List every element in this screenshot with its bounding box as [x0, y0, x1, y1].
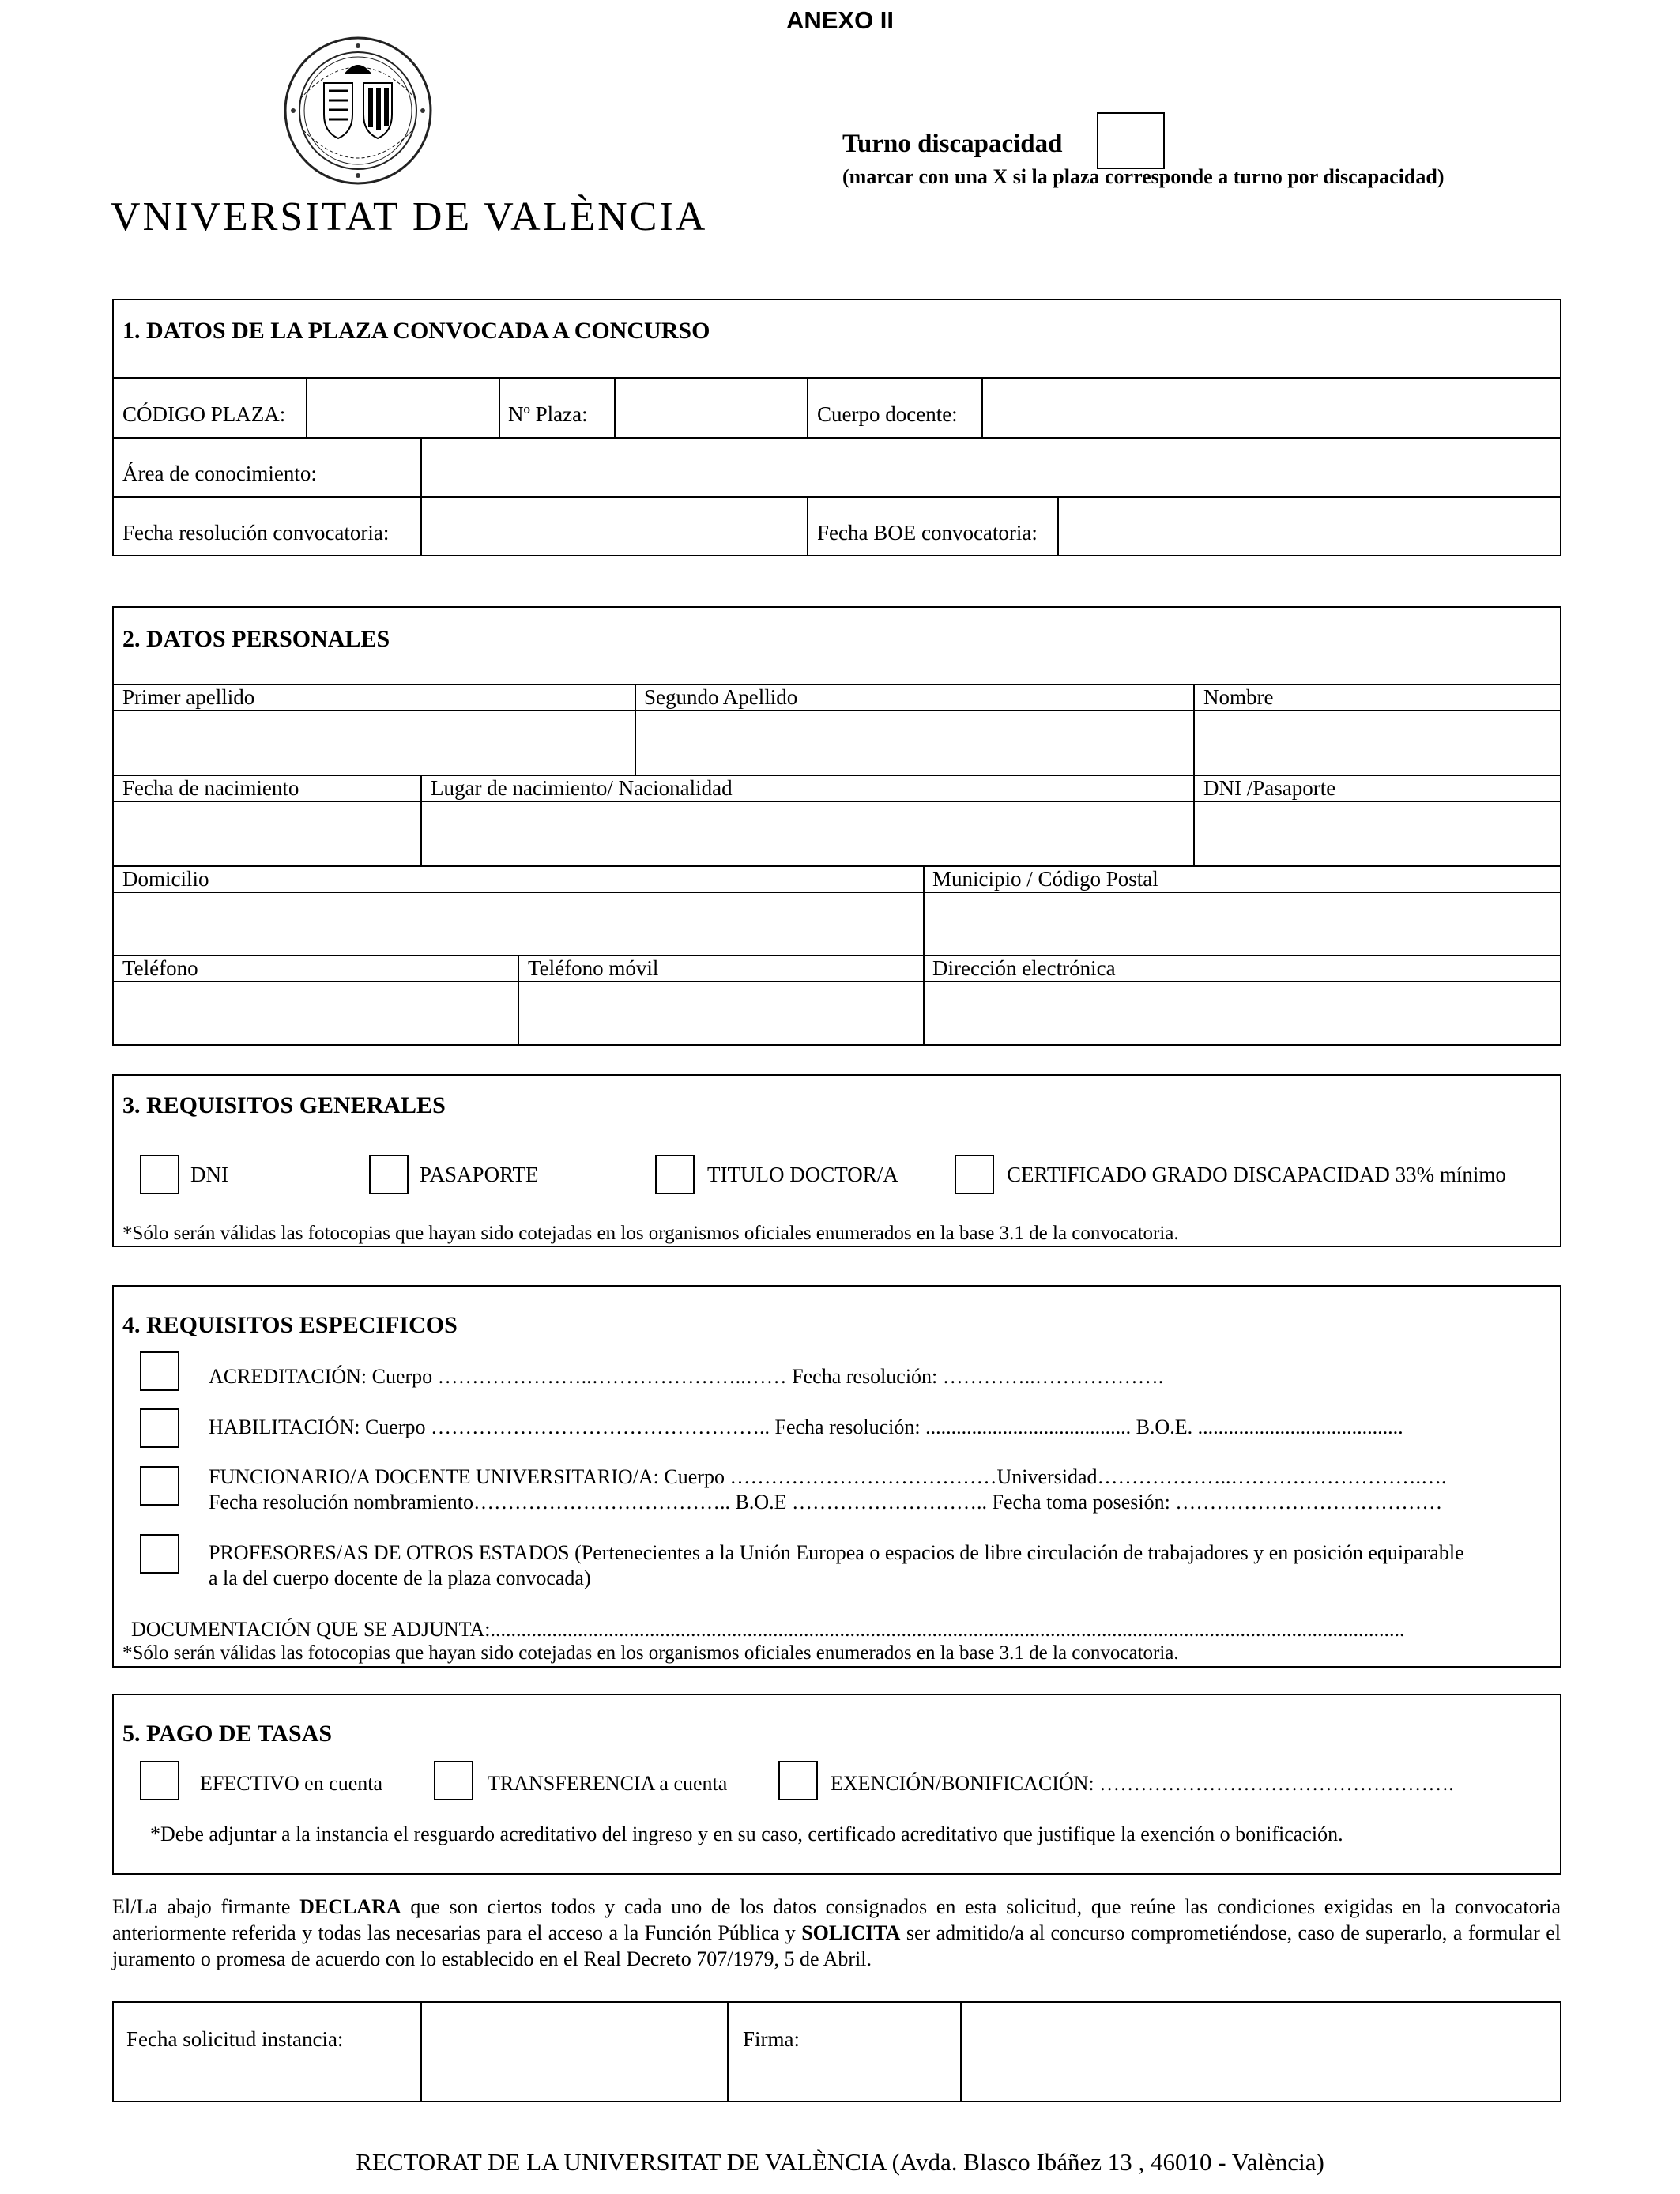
funcionario-text-2: Fecha resolución nombramiento……………………………….. B.O.E ……………………….. Fecha toma posesión: …………………………………: [209, 1491, 1443, 1514]
direccion-field[interactable]: [925, 982, 1560, 1044]
pasaporte-option-label: PASAPORTE: [420, 1163, 539, 1186]
area-field[interactable]: [422, 439, 1560, 495]
fecha-resolucion-label: Fecha resolución convocatoria:: [122, 521, 390, 545]
section-2-title: 2. DATOS PERSONALES: [122, 626, 390, 652]
codigo-plaza-field[interactable]: [307, 379, 497, 435]
section-5-title: 5. PAGO DE TASAS: [122, 1721, 333, 1747]
declaration-paragraph: El/La abajo firmante DECLARA que son ciertos todos y cada uno de los datos consignados en esta solicitud, que reúne las condiciones exigidas en la convocatoria anteriormente referida y todas las necesarias para el acceso a la Función Pública y SOLICITA ser admitido/a al concurso comprometiéndose, caso de superarlo, a formular el juramento o promesa de acuerdo con lo establecido en el Real Decreto 707/1979, 5 de Abril.: [112, 1895, 1561, 1970]
section-1-title: 1. DATOS DE LA PLAZA CONVOCADA A CONCURSO: [122, 318, 710, 344]
telefono-field[interactable]: [114, 982, 516, 1044]
turno-label: Turno discapacidad: [842, 130, 1063, 158]
habilitacion-text: HABILITACIÓN: Cuerpo ………………………………………….. Fecha resolución: ........................................ B.O.E. ........................................: [209, 1416, 1403, 1438]
nombre-label: Nombre: [1203, 685, 1274, 709]
lugar-nacimiento-label: Lugar de nacimiento/ Nacionalidad: [431, 776, 733, 800]
turno-checkbox[interactable]: [1097, 112, 1165, 169]
university-seal-icon: [111, 36, 601, 194]
codigo-plaza-label: CÓDIGO PLAZA:: [122, 402, 286, 426]
lugar-nacimiento-field[interactable]: [422, 802, 1192, 864]
segundo-apellido-label: Segundo Apellido: [644, 685, 798, 709]
solicita-keyword: SOLICITA: [801, 1921, 901, 1944]
annex-title: ANEXO II: [785, 6, 895, 34]
funcionario-checkbox[interactable]: [140, 1466, 179, 1506]
fecha-nacimiento-label: Fecha de nacimiento: [122, 776, 299, 800]
telefono-label: Teléfono: [122, 956, 198, 980]
exencion-checkbox[interactable]: [778, 1761, 818, 1800]
primer-apellido-field[interactable]: [114, 711, 633, 773]
domicilio-label: Domicilio: [122, 867, 209, 891]
n-plaza-label: Nº Plaza:: [508, 402, 588, 426]
transferencia-checkbox[interactable]: [434, 1761, 473, 1800]
direccion-label: Dirección electrónica: [932, 956, 1116, 980]
municipio-field[interactable]: [925, 893, 1560, 953]
nombre-field[interactable]: [1195, 711, 1560, 773]
efectivo-checkbox[interactable]: [140, 1761, 179, 1800]
section-3-note: *Sólo serán válidas las fotocopias que hayan sido cotejadas en los organismos oficiales enumerados en la base 3.1 de la convocatoria.: [122, 1223, 1179, 1244]
fecha-boe-field[interactable]: [1059, 498, 1560, 555]
profesores-text-1: PROFESORES/AS DE OTROS ESTADOS (Pertenecientes a la Unión Europea o espacios de libre circulación de trabajadores y en posición equiparable: [209, 1541, 1464, 1564]
section-3-title: 3. REQUISITOS GENERALES: [122, 1092, 446, 1118]
acreditacion-checkbox[interactable]: [140, 1351, 179, 1391]
area-label: Área de conocimiento:: [122, 462, 317, 485]
fecha-solicitud-label: Fecha solicitud instancia:: [126, 2027, 344, 2051]
titulo-doctor-option-label: TITULO DOCTOR/A: [707, 1163, 898, 1186]
declara-keyword: DECLARA: [299, 1895, 401, 1918]
university-name: VNIVERSITAT DE VALÈNCIA: [111, 194, 708, 239]
documentacion-text: DOCUMENTACIÓN QUE SE ADJUNTA:..................................................................................................................................................................................: [131, 1618, 1405, 1641]
firma-field[interactable]: [962, 2003, 1560, 2101]
firma-label: Firma:: [743, 2027, 800, 2051]
section-4-title: 4. REQUISITOS ESPECIFICOS: [122, 1312, 458, 1338]
domicilio-field[interactable]: [114, 893, 921, 953]
exencion-label: EXENCIÓN/BONIFICACIÓN: …………………………………………….: [831, 1772, 1454, 1795]
certificado-checkbox[interactable]: [955, 1155, 994, 1194]
certificado-option-label: CERTIFICADO GRADO DISCAPACIDAD 33% mínimo: [1007, 1163, 1506, 1186]
fecha-boe-label: Fecha BOE convocatoria:: [817, 521, 1038, 545]
titulo-doctor-checkbox[interactable]: [655, 1155, 695, 1194]
telefono-movil-field[interactable]: [519, 982, 921, 1044]
turno-note: (marcar con una X si la plaza corresponde a turno por discapacidad): [842, 165, 1445, 188]
dni-checkbox[interactable]: [140, 1155, 179, 1194]
section-5-note: *Debe adjuntar a la instancia el resguardo acreditativo del ingreso y en su caso, certificado acreditativo que justifique la exención o bonificación.: [150, 1823, 1343, 1845]
university-logo: [111, 36, 708, 241]
cuerpo-docente-label: Cuerpo docente:: [817, 402, 958, 426]
dni-label: DNI /Pasaporte: [1203, 776, 1336, 800]
dni-option-label: DNI: [190, 1163, 228, 1186]
pasaporte-checkbox[interactable]: [369, 1155, 409, 1194]
efectivo-label: EFECTIVO en cuenta: [200, 1772, 383, 1795]
section-4-note: *Sólo serán válidas las fotocopias que hayan sido cotejadas en los organismos oficiales enumerados en la base 3.1 de la convocatoria.: [122, 1642, 1179, 1664]
municipio-label: Municipio / Código Postal: [932, 867, 1158, 891]
acreditacion-text: ACREDITACIÓN: Cuerpo …………………..…………………..…… Fecha resolución: …………..……………….: [209, 1365, 1164, 1388]
dni-field[interactable]: [1195, 802, 1560, 864]
n-plaza-field[interactable]: [616, 379, 805, 435]
transferencia-label: TRANSFERENCIA a cuenta: [488, 1772, 728, 1795]
fecha-nacimiento-field[interactable]: [114, 802, 419, 864]
profesores-text-2: a la del cuerpo docente de la plaza convocada): [209, 1566, 591, 1589]
cuerpo-docente-field[interactable]: [983, 379, 1560, 435]
footer-address: RECTORAT DE LA UNIVERSITAT DE VALÈNCIA (Avda. Blasco Ibáñez 13 , 46010 - València): [356, 2148, 1324, 2176]
fecha-resolucion-field[interactable]: [422, 498, 805, 555]
segundo-apellido-field[interactable]: [636, 711, 1192, 773]
primer-apellido-label: Primer apellido: [122, 685, 255, 709]
funcionario-text-1: FUNCIONARIO/A DOCENTE UNIVERSITARIO/A: Cuerpo …………………………………Universidad………………..……………………….….: [209, 1465, 1447, 1488]
profesores-checkbox[interactable]: [140, 1534, 179, 1574]
telefono-movil-label: Teléfono móvil: [528, 956, 659, 980]
habilitacion-checkbox[interactable]: [140, 1408, 179, 1448]
fecha-solicitud-field[interactable]: [422, 2003, 725, 2101]
